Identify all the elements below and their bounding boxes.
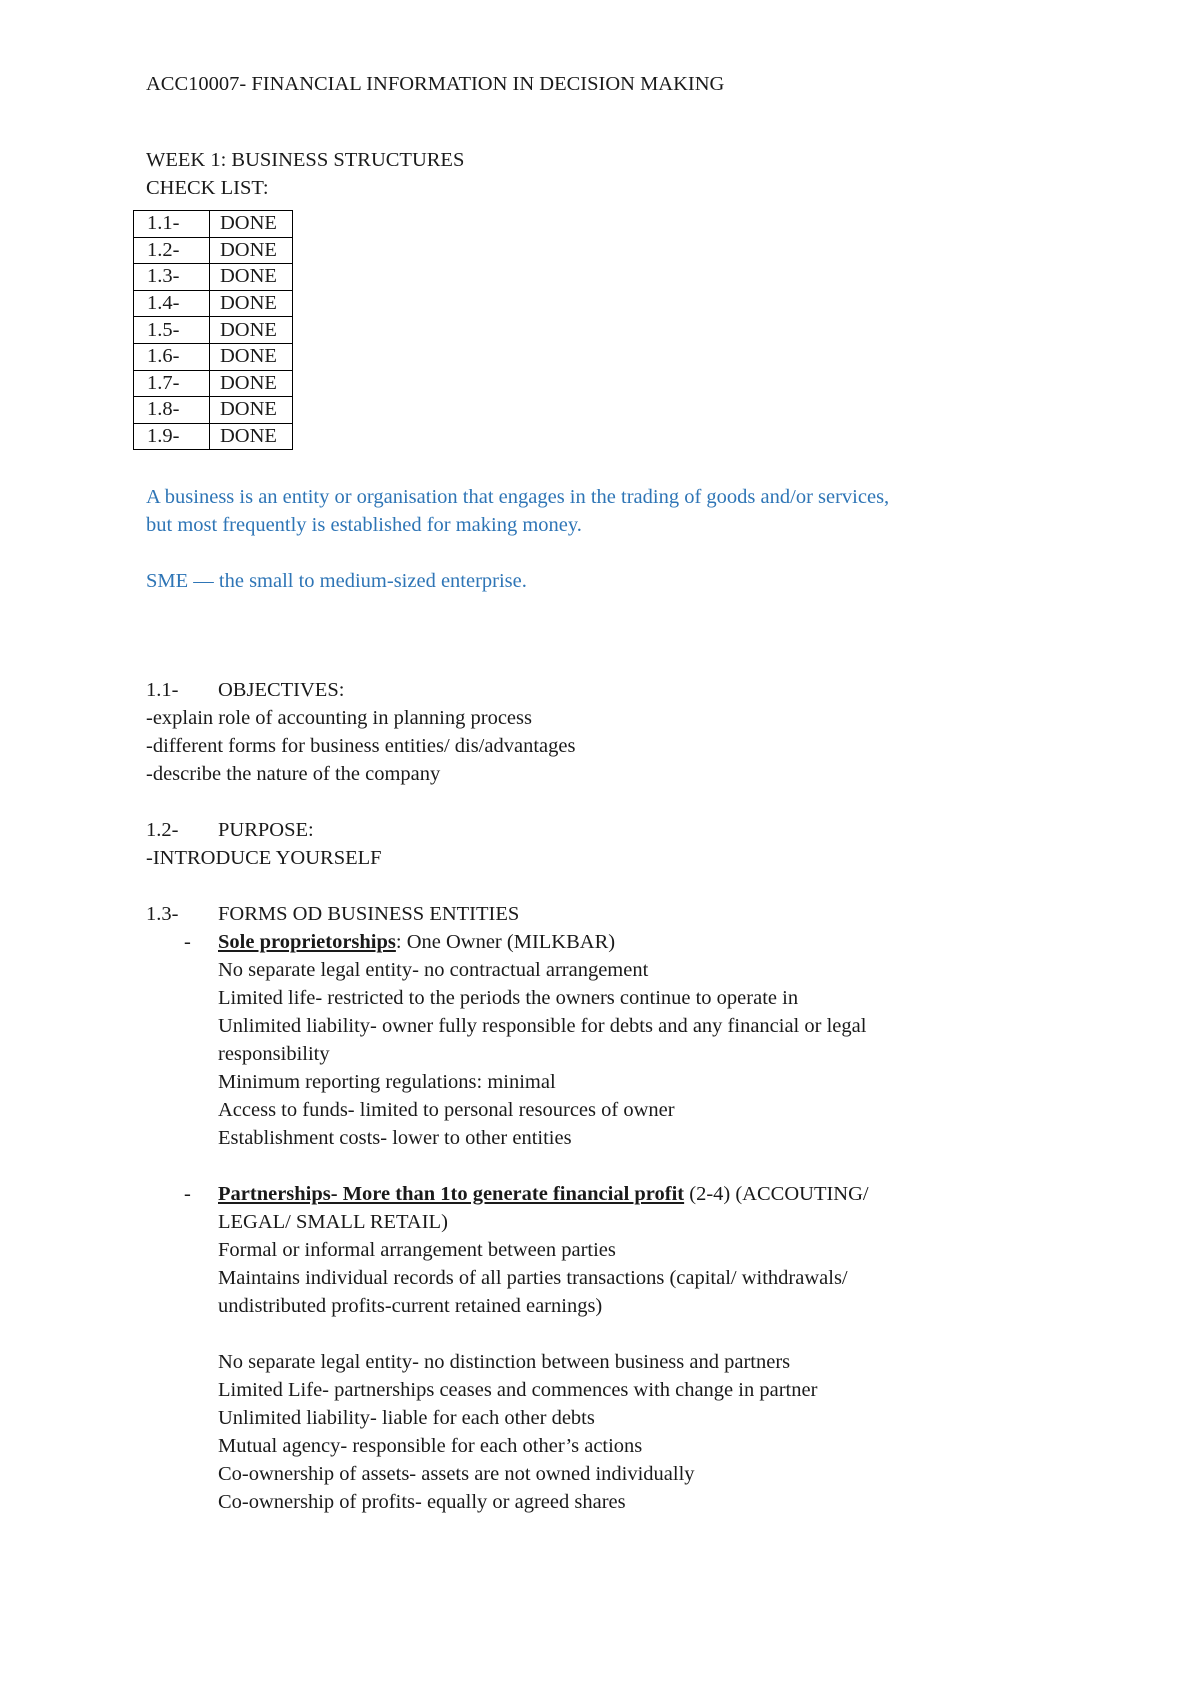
check-status: DONE — [210, 317, 293, 344]
bullet-dash: - — [184, 931, 191, 953]
sole-line: responsibility — [218, 1043, 330, 1065]
partner-line: Formal or informal arrangement between parties — [218, 1239, 616, 1261]
check-num: 1.9- — [134, 423, 210, 450]
sole-heading-rest: : One Owner (MILKBAR) — [395, 931, 616, 953]
check-num: 1.2- — [134, 237, 210, 264]
sole-line: Access to funds- limited to personal resources of owner — [218, 1099, 675, 1121]
section-heading: FORMS OD BUSINESS ENTITIES — [218, 903, 520, 925]
partner-line: Mutual agency- responsible for each other’s actions — [218, 1435, 643, 1457]
table-row — [134, 397, 293, 424]
table-row — [134, 317, 293, 344]
table-row — [134, 370, 293, 397]
check-num: 1.1- — [134, 211, 210, 238]
check-status: DONE — [210, 370, 293, 397]
check-status: DONE — [210, 290, 293, 317]
week-heading: WEEK 1: BUSINESS STRUCTURES — [146, 149, 465, 171]
partner-heading-rest: (2-4) (ACCOUTING/ — [684, 1183, 869, 1205]
check-num: 1.7- — [134, 370, 210, 397]
section-heading: PURPOSE: — [218, 819, 314, 841]
check-status: DONE — [210, 211, 293, 238]
check-status: DONE — [210, 237, 293, 264]
section-number: 1.1- — [146, 679, 179, 701]
check-status: DONE — [210, 397, 293, 424]
partner-line: Maintains individual records of all parties transactions (capital/ withdrawals/ — [218, 1267, 848, 1289]
partner-heading-text: Partnerships- More than 1to generate financial profit — [218, 1183, 685, 1205]
purpose-line: -INTRODUCE YOURSELF — [146, 847, 382, 869]
partner-line: No separate legal entity- no distinction between business and partners — [218, 1351, 791, 1373]
partner-heading-line2: LEGAL/ SMALL RETAIL) — [218, 1211, 448, 1233]
partner-line: Unlimited liability- liable for each other debts — [218, 1407, 595, 1429]
partner-line: Co-ownership of profits- equally or agreed shares — [218, 1491, 626, 1513]
checklist-table — [133, 210, 293, 450]
check-num: 1.4- — [134, 290, 210, 317]
partner-line: undistributed profits-current retained earnings) — [218, 1295, 603, 1317]
table-row — [134, 211, 293, 238]
check-num: 1.8- — [134, 397, 210, 424]
sole-line: Minimum reporting regulations: minimal — [218, 1071, 556, 1093]
check-num: 1.6- — [134, 343, 210, 370]
definition-line: but most frequently is established for making money. — [146, 514, 582, 536]
objective-line: -explain role of accounting in planning process — [146, 707, 532, 729]
sole-heading-text: Sole proprietorships — [218, 931, 396, 953]
table-row — [134, 343, 293, 370]
sole-line: Limited life- restricted to the periods the owners continue to operate in — [218, 987, 799, 1009]
partnership-heading — [218, 1180, 869, 1208]
definition-line: A business is an entity or organisation that engages in the trading of goods and/or services, — [146, 486, 890, 508]
sole-line: Establishment costs- lower to other entities — [218, 1127, 572, 1149]
sole-line: Unlimited liability- owner fully responsible for debts and any financial or legal — [218, 1015, 867, 1037]
section-heading: OBJECTIVES: — [218, 679, 345, 701]
objective-line: -describe the nature of the company — [146, 763, 441, 785]
bullet-dash: - — [184, 1183, 191, 1205]
check-status: DONE — [210, 343, 293, 370]
sme-definition: SME — the small to medium-sized enterprise. — [146, 570, 527, 592]
doc-title: ACC10007- FINANCIAL INFORMATION IN DECISION MAKING — [146, 73, 725, 95]
check-status: DONE — [210, 264, 293, 291]
sole-line: No separate legal entity- no contractual arrangement — [218, 959, 649, 981]
check-num: 1.3- — [134, 264, 210, 291]
table-row — [134, 423, 293, 450]
objective-line: -different forms for business entities/ dis/advantages — [146, 735, 576, 757]
checklist-label: CHECK LIST: — [146, 177, 269, 199]
table-row — [134, 290, 293, 317]
check-status: DONE — [210, 423, 293, 450]
partner-line: Limited Life- partnerships ceases and commences with change in partner — [218, 1379, 818, 1401]
section-number: 1.3- — [146, 903, 179, 925]
sole-proprietorship-heading — [218, 928, 615, 956]
section-number: 1.2- — [146, 819, 179, 841]
table-row — [134, 264, 293, 291]
partner-line: Co-ownership of assets- assets are not owned individually — [218, 1463, 695, 1485]
check-num: 1.5- — [134, 317, 210, 344]
table-row — [134, 237, 293, 264]
